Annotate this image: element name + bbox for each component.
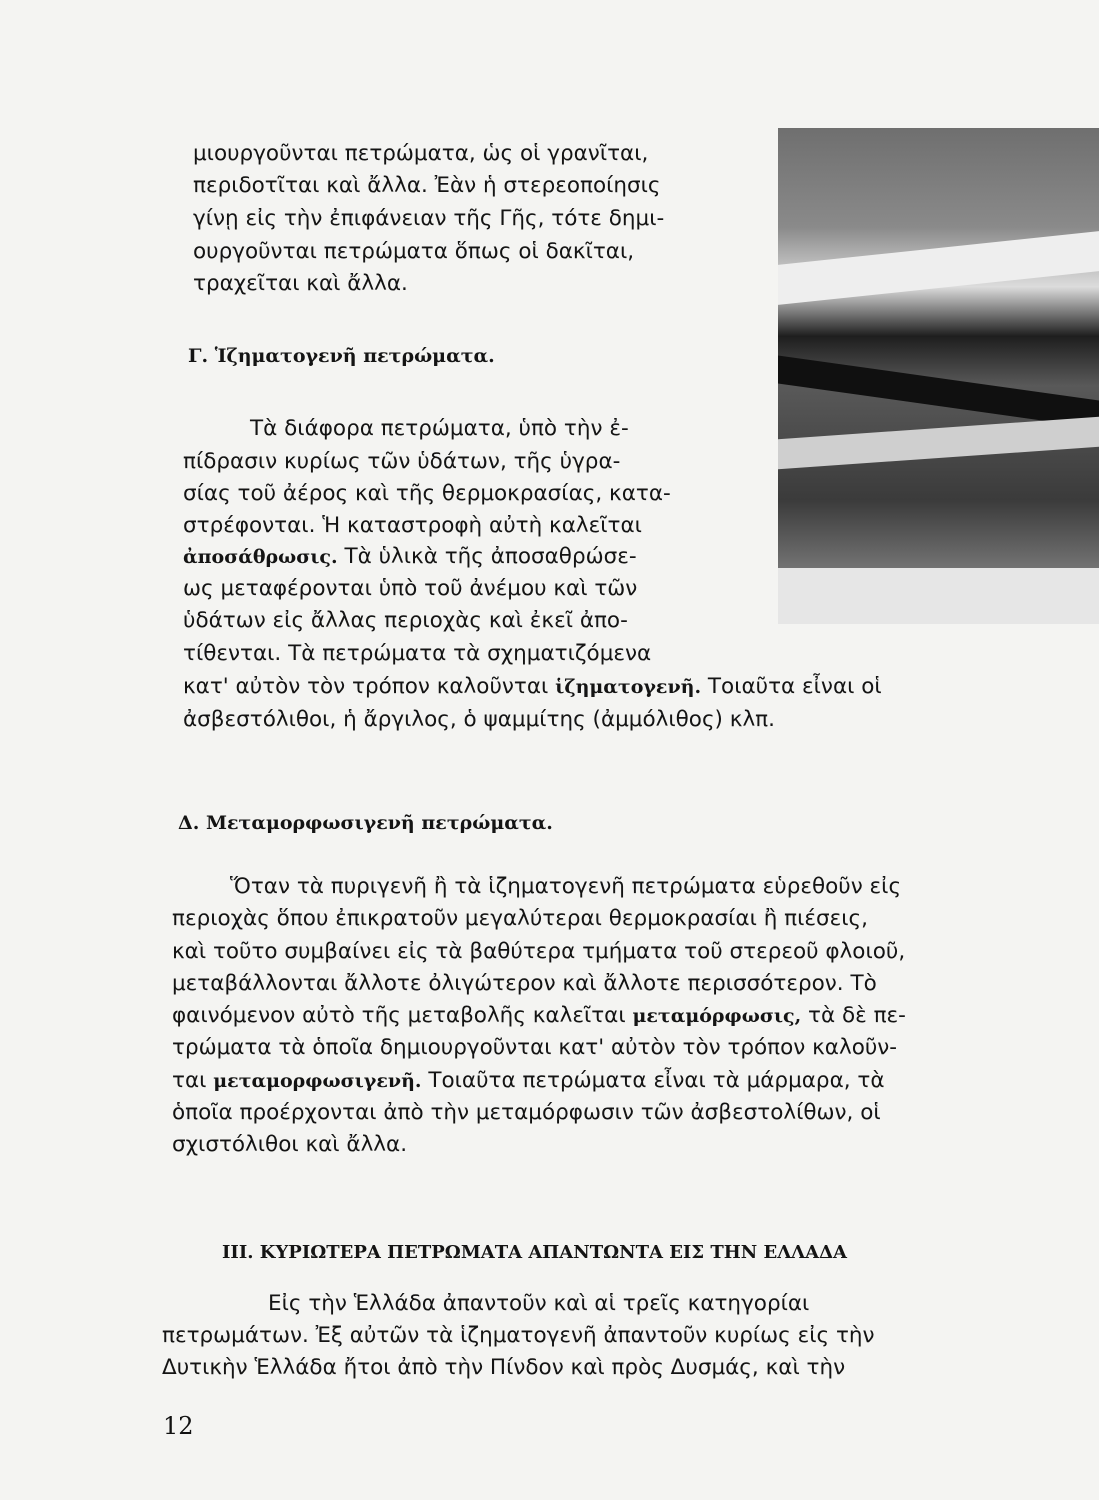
bold-term: μεταμορφωσιγενῆ.: [213, 1070, 422, 1092]
section-heading-g: Γ. Ἱζηματογενῆ πετρώματα.: [188, 345, 495, 367]
text-line: πετρωμάτων. Ἐξ αὐτῶν τὰ ἱζηματογενῆ ἀπαντοῦν κυρίως εἰς τὴν: [162, 1323, 875, 1348]
text-line: φαινόμενον αὐτὸ τῆς μεταβολῆς καλεῖται μεταμόρφωσις, τὰ δὲ πε-: [172, 1003, 906, 1028]
text-line: Τὰ διάφορα πετρώματα, ὑπὸ τὴν ἐ-: [250, 416, 629, 441]
bold-term: ἱζηματογενῆ.: [555, 676, 702, 698]
text-line: τραχεῖται καὶ ἄλλα.: [193, 271, 408, 296]
text-line: ἀσβεστόλιθοι, ἡ ἄργιλος, ὁ ψαμμίτης (ἀμμόλιθος) κλπ.: [183, 707, 775, 732]
text-line: πίδρασιν κυρίως τῶν ὑδάτων, τῆς ὑγρα-: [183, 449, 621, 474]
text-line: τρώματα τὰ ὁποῖα δημιουργοῦνται κατ' αὐτὸν τὸν τρόπον καλοῦν-: [172, 1035, 898, 1060]
text-line: κατ' αὐτὸν τὸν τρόπον καλοῦνται ἱζηματογενῆ. Τοιαῦτα εἶναι οἱ: [183, 674, 882, 699]
text-line: τίθενται. Τὰ πετρώματα τὰ σχηματιζόμενα: [183, 641, 652, 666]
text-line: μεταβάλλονται ἄλλοτε ὀλιγώτερον καὶ ἄλλοτε περισσότερον. Τὸ: [172, 971, 877, 996]
text-line: Ὅταν τὰ πυριγενῆ ἢ τὰ ἱζηματογενῆ πετρώματα εὑρεθοῦν εἰς: [230, 874, 902, 899]
section-heading-iii: ΙΙΙ. ΚΥΡΙΩΤΕΡΑ ΠΕΤΡΩΜΑΤΑ ΑΠΑΝΤΩΝΤΑ ΕΙΣ ΤΗΝ ΕΛΛΑΔΑ: [222, 1242, 848, 1263]
text-line: ουργοῦνται πετρώματα ὅπως οἱ δακῖται,: [193, 239, 635, 264]
section-heading-d: Δ. Μεταμορφωσιγενῆ πετρώματα.: [178, 812, 553, 834]
text-line: ἀποσάθρωσις. Τὰ ὑλικὰ τῆς ἀποσαθρώσε-: [183, 544, 637, 569]
text-line: μιουργοῦνται πετρώματα, ὡς οἱ γρανῖται,: [193, 141, 649, 166]
text-line: ως μεταφέρονται ὑπὸ τοῦ ἀνέμου καὶ τῶν: [183, 576, 638, 601]
bold-term: μεταμόρφωσις,: [632, 1005, 802, 1027]
text-line: σίας τοῦ ἀέρος καὶ τῆς θερμοκρασίας, κατα-: [183, 481, 671, 506]
text-line: Δυτικὴν Ἑλλάδα ἤτοι ἀπὸ τὴν Πίνδον καὶ πρὸς Δυσμάς, καὶ τὴν: [162, 1355, 846, 1380]
text-line: ὁποῖα προέρχονται ἀπὸ τὴν μεταμόρφωσιν τῶν ἀσβεστολίθων, οἱ: [172, 1100, 881, 1125]
photograph: [778, 128, 1099, 624]
text-line: ται μεταμορφωσιγενῆ. Τοιαῦτα πετρώματα εἶναι τὰ μάρμαρα, τὰ: [172, 1068, 885, 1093]
text-line: γίνῃ εἰς τὴν ἐπιφάνειαν τῆς Γῆς, τότε δημι-: [193, 206, 665, 231]
bold-term: ἀποσάθρωσις.: [183, 546, 338, 568]
page-number: 12: [163, 1412, 194, 1440]
text-line: καὶ τοῦτο συμβαίνει εἰς τὰ βαθύτερα τμήματα τοῦ στερεοῦ φλοιοῦ,: [172, 939, 906, 964]
text-line: ὑδάτων εἰς ἄλλας περιοχὰς καὶ ἐκεῖ ἀπο-: [183, 608, 628, 633]
text-line: περιοχὰς ὅπου ἐπικρατοῦν μεγαλύτεραι θερμοκρασίαι ἢ πιέσεις,: [172, 906, 868, 931]
text-line: στρέφονται. Ἡ καταστροφὴ αὐτὴ καλεῖται: [183, 513, 642, 538]
text-line: σχιστόλιθοι καὶ ἄλλα.: [172, 1132, 408, 1157]
text-line: Εἰς τὴν Ἑλλάδα ἀπαντοῦν καὶ αἱ τρεῖς κατηγορίαι: [268, 1291, 810, 1316]
text-line: περιδοτῖται καὶ ἄλλα. Ἐὰν ἡ στερεοποίησις: [193, 173, 661, 198]
